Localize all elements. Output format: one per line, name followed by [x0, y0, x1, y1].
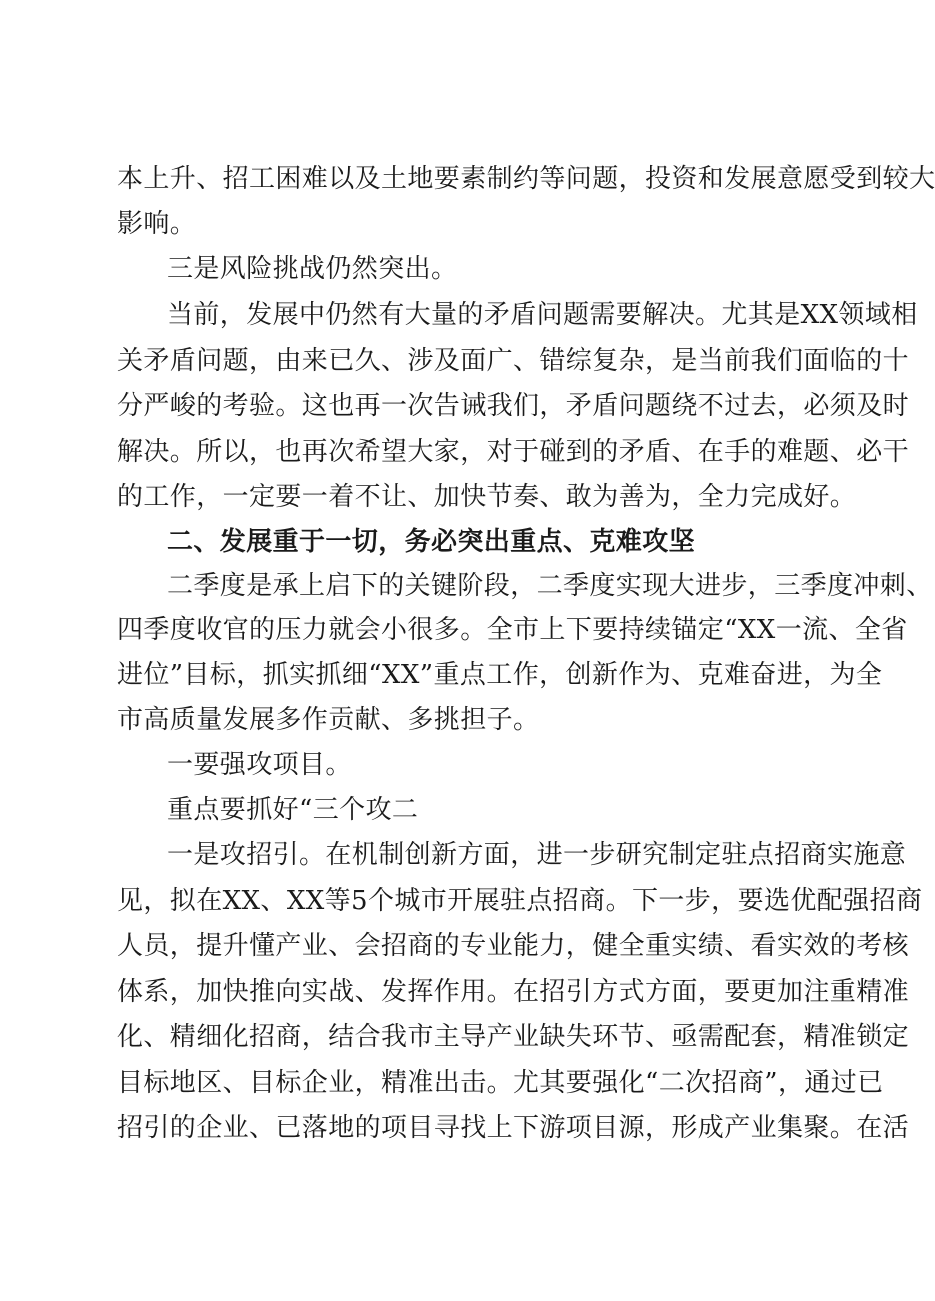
section-heading: 二、发展重于一切，务必突出重点、克难攻坚 — [167, 527, 696, 557]
paragraph-line: 化、精细化招商，结合我市主导产业缺失环节、亟需配套，精准锁定 — [117, 1022, 910, 1052]
paragraph-line: 市高质量发展多作贡献、多挑担子。 — [117, 705, 540, 735]
paragraph-line: 目标地区、目标企业，精准出击。尤其要强化“二次招商”，通过已 — [117, 1068, 884, 1098]
paragraph-line: 重点要抓好“三个攻二 — [167, 795, 419, 825]
paragraph-line: 影响。 — [117, 209, 197, 239]
paragraph-line: 当前，发展中仍然有大量的矛盾问题需要解决。尤其是XX领域相 — [167, 300, 918, 330]
paragraph-line: 解决。所以，也再次希望大家，对于碰到的矛盾、在手的难题、必干 — [117, 437, 910, 467]
paragraph-line: 见，拟在XX、XX等5个城市开展驻点招商。下一步，要选优配强招商 — [117, 886, 923, 916]
paragraph-line: 体系，加快推向实战、发挥作用。在招引方式方面，要更加注重精准 — [117, 977, 910, 1007]
paragraph-line: 二季度是承上启下的关键阶段，二季度实现大进步，三季度冲刺、 — [167, 571, 933, 601]
paragraph-line: 三是风险挑战仍然突出。 — [167, 254, 458, 284]
paragraph-line: 进位”目标，抓实抓细“XX”重点工作，创新作为、克难奋进，为全 — [117, 660, 883, 690]
paragraph-line: 一要强攻项目。 — [167, 750, 352, 780]
paragraph-line: 本上升、招工困难以及土地要素制约等问题，投资和发展意愿受到较大 — [117, 164, 935, 194]
paragraph-line: 的工作，一定要一着不让、加快节奏、敢为善为，全力完成好。 — [117, 482, 857, 512]
paragraph-line: 人员，提升懂产业、会招商的专业能力，健全重实绩、看实效的考核 — [117, 931, 910, 961]
paragraph-line: 一是攻招引。在机制创新方面，进一步研究制定驻点招商实施意 — [167, 840, 907, 870]
paragraph-line: 分严峻的考验。这也再一次告诫我们，矛盾问题绕不过去，必须及时 — [117, 391, 910, 421]
paragraph-line: 四季度收官的压力就会小很多。全市上下要持续锚定“XX一流、全省 — [117, 615, 908, 645]
paragraph-line: 关矛盾问题，由来已久、涉及面广、错综复杂，是当前我们面临的十 — [117, 346, 910, 376]
paragraph-line: 招引的企业、已落地的项目寻找上下游项目源，形成产业集聚。在活 — [117, 1113, 910, 1143]
